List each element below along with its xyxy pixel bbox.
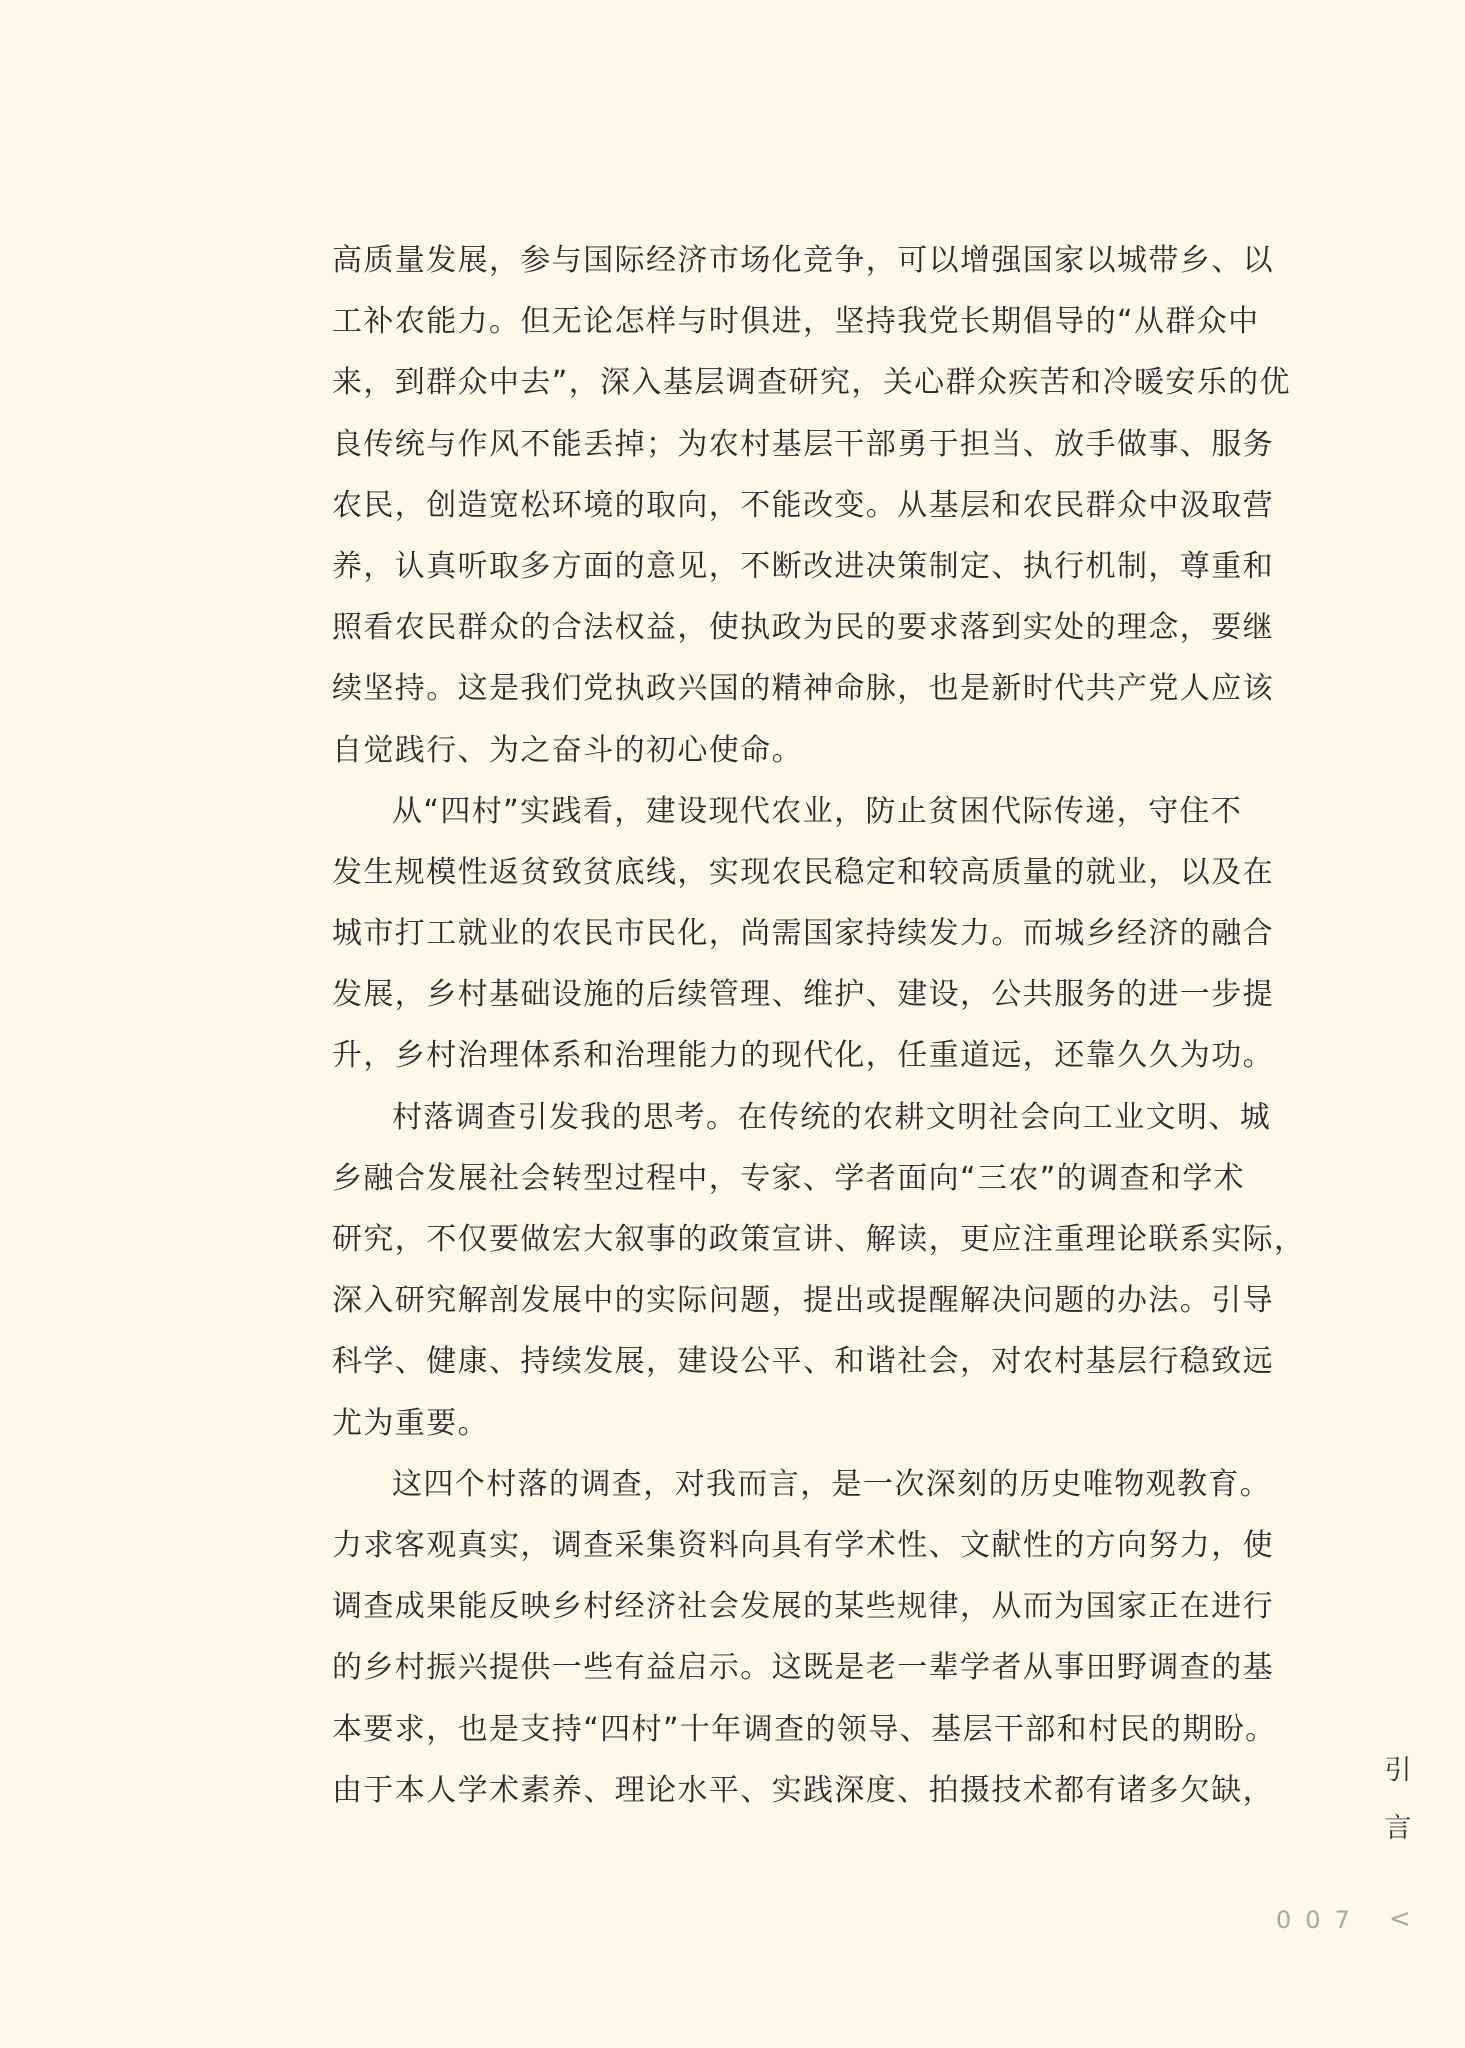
- text-line: 照看农民群众的合法权益，使执政为民的要求落到实处的理念，要继: [332, 610, 1274, 646]
- text-line: 来，到群众中去”，深入基层调查研究，关心群众疾苦和冷暖安乐的优: [332, 365, 1291, 401]
- text-line: 这四个村落的调查，对我而言，是一次深刻的历史唯物观教育。: [392, 1466, 1272, 1502]
- page-arrow-icon: <: [1389, 1904, 1411, 1934]
- body-text: [332, 230, 1306, 1821]
- page-number: 007: [1276, 1906, 1364, 1934]
- text-line: 自觉践行、为之奋斗的初心使命。: [332, 732, 803, 768]
- text-line: 农民，创造宽松环境的取向，不能改变。从基层和农民群众中汲取营: [332, 487, 1274, 523]
- text-line: 村落调查引发我的思考。在传统的农耕文明社会向工业文明、城: [392, 1099, 1272, 1135]
- chapter-label-char: 言: [1384, 1813, 1412, 1844]
- text-line: 研究，不仅要做宏大叙事的政策宣讲、解读，更应注重理论联系实际，: [332, 1222, 1306, 1257]
- chapter-label-char: 引: [1384, 1755, 1412, 1786]
- text-line: 从“四村”实践看，建设现代农业，防止贫困代际传递，守住不: [392, 793, 1243, 829]
- text-line: 发生规模性返贫致贫底线，实现农民稳定和较高质量的就业，以及在: [332, 854, 1274, 890]
- text-line: 调查成果能反映乡村经济社会发展的某些规律，从而为国家正在进行: [332, 1589, 1274, 1625]
- text-line: 升，乡村治理体系和治理能力的现代化，任重道远，还靠久久为功。: [332, 1038, 1274, 1074]
- text-line: 尤为重要。: [332, 1405, 489, 1441]
- text-line: 乡融合发展社会转型过程中，专家、学者面向“三农”的调查和学术: [332, 1160, 1246, 1196]
- text-line: 深入研究解剖发展中的实际问题，提出或提醒解决问题的办法。引导: [332, 1283, 1274, 1319]
- text-line: 的乡村振兴提供一些有益启示。这既是老一辈学者从事田野调查的基: [332, 1650, 1274, 1686]
- text-line: 力求客观真实，调查采集资料向具有学术性、文献性的方向努力，使: [332, 1527, 1274, 1563]
- text-line: 工补农能力。但无论怎样与时俱进，坚持我党长期倡导的“从群众中: [332, 304, 1260, 340]
- text-line: 科学、健康、持续发展，建设公平、和谐社会，对农村基层行稳致远: [332, 1344, 1274, 1380]
- text-line: 续坚持。这是我们党执政兴国的精神命脉，也是新时代共产党人应该: [332, 671, 1274, 707]
- text-line: 城市打工就业的农民市民化，尚需国家持续发力。而城乡经济的融合: [332, 916, 1274, 952]
- text-line: 本要求，也是支持“四村”十年调查的领导、基层干部和村民的期盼。: [332, 1711, 1277, 1747]
- text-line: 良传统与作风不能丢掉；为农村基层干部勇于担当、放手做事、服务: [332, 426, 1274, 462]
- text-line: 养，认真听取多方面的意见，不断改进决策制定、执行机制，尊重和: [332, 548, 1274, 584]
- text-line: 高质量发展，参与国际经济市场化竞争，可以增强国家以城带乡、以: [332, 243, 1274, 278]
- text-line: 发展，乡村基础设施的后续管理、维护、建设，公共服务的进一步提: [332, 977, 1274, 1013]
- text-line: 由于本人学术素养、理论水平、实践深度、拍摄技术都有诸多欠缺，: [332, 1772, 1274, 1808]
